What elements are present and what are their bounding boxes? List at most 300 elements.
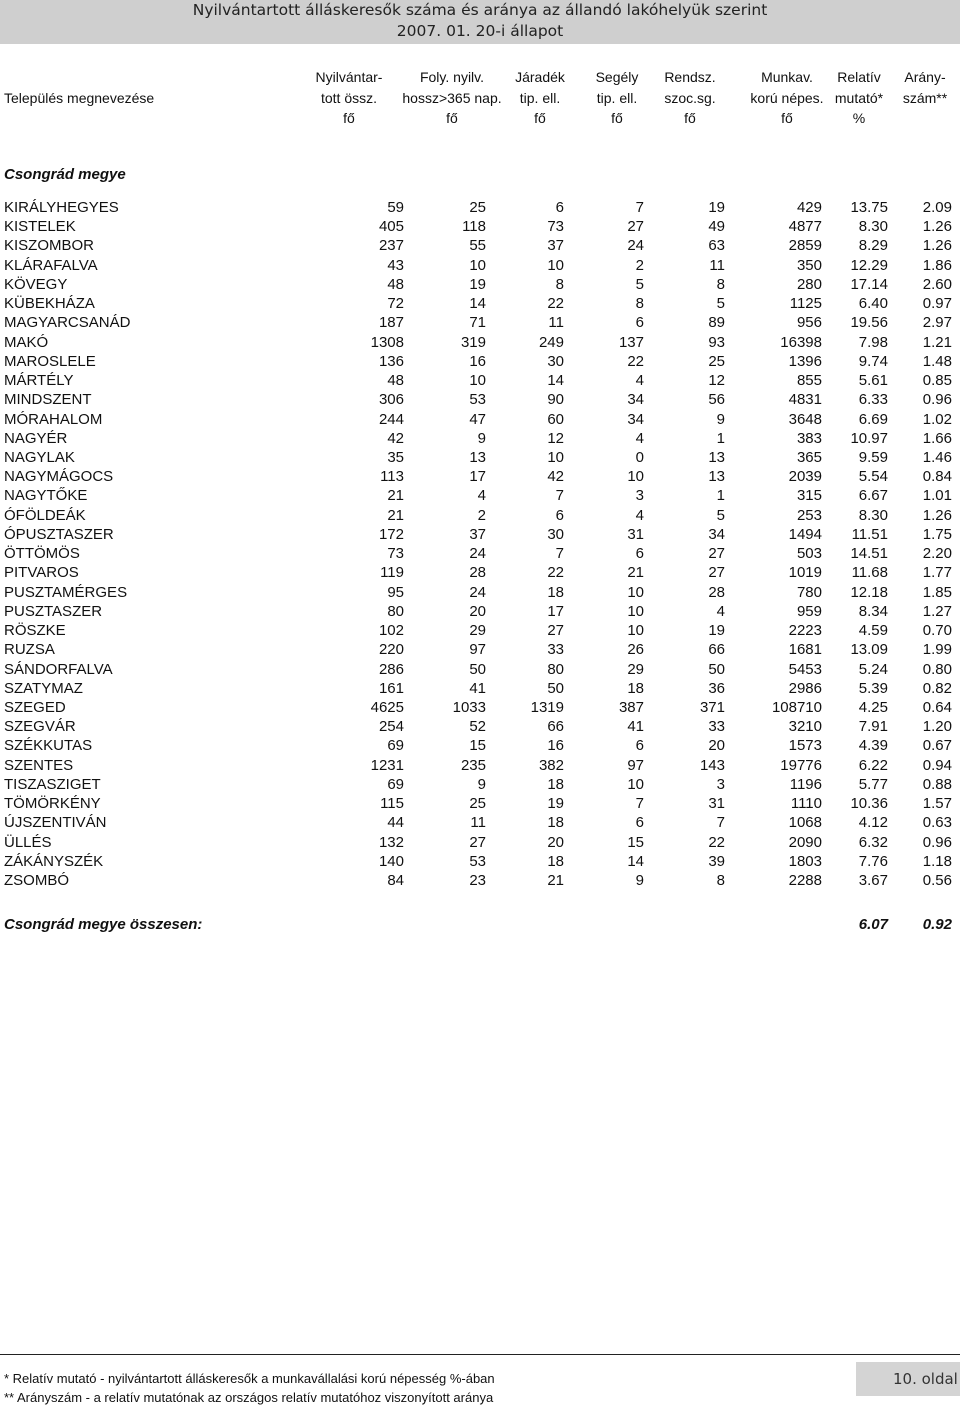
cell-benefit: 17 (547, 602, 564, 620)
cell-ratio: 0.64 (922, 698, 952, 716)
cell-relative: 7.76 (858, 852, 888, 870)
cell-relative: 7.98 (858, 333, 888, 351)
table-row (0, 833, 960, 852)
cell-aid: 34 (627, 410, 644, 428)
cell-aid: 26 (627, 641, 644, 659)
cell-long-term: 24 (469, 545, 486, 563)
cell-aid: 22 (627, 352, 644, 370)
cell-working-age: 2986 (788, 679, 822, 697)
cell-working-age: 108710 (771, 698, 822, 716)
cell-ratio: 1.66 (922, 429, 952, 447)
header-col-4-l3: fő (611, 110, 623, 126)
cell-relative: 13.09 (850, 641, 888, 659)
cell-settlement: TÖMÖRKÉNY (4, 795, 101, 813)
cell-relative: 17.14 (850, 275, 888, 293)
cell-long-term: 24 (469, 583, 486, 601)
cell-benefit: 18 (547, 852, 564, 870)
header-col-6-l2: korú népes. (750, 89, 824, 106)
cell-aid: 24 (627, 237, 644, 255)
cell-long-term: 1033 (452, 698, 486, 716)
cell-relative: 8.29 (858, 237, 888, 255)
cell-relative: 9.74 (858, 352, 888, 370)
cell-long-term: 28 (469, 564, 486, 582)
cell-aid: 6 (635, 545, 644, 563)
cell-working-age: 1573 (788, 737, 822, 755)
cell-benefit: 80 (547, 660, 564, 678)
cell-benefit: 66 (547, 718, 564, 736)
cell-social: 28 (708, 583, 725, 601)
cell-relative: 4.12 (858, 814, 888, 832)
cell-aid: 6 (635, 314, 644, 332)
cell-ratio: 0.56 (922, 872, 952, 890)
cell-benefit: 12 (547, 429, 564, 447)
cell-relative: 12.29 (850, 256, 888, 274)
cell-registered-total: 102 (378, 622, 404, 640)
cell-working-age: 350 (796, 256, 822, 274)
cell-benefit: 6 (555, 199, 564, 216)
cell-long-term: 50 (469, 660, 486, 678)
cell-registered-total: 220 (378, 641, 404, 659)
cell-benefit: 16 (547, 737, 564, 755)
header-col-8-l3 (865, 108, 960, 129)
cell-long-term: 118 (462, 218, 486, 236)
cell-working-age: 503 (796, 545, 822, 563)
cell-ratio: 0.63 (922, 814, 952, 832)
cell-registered-total: 73 (387, 545, 404, 563)
cell-social: 33 (708, 718, 725, 736)
cell-ratio: 1.21 (922, 333, 952, 351)
cell-registered-total: 187 (378, 314, 404, 332)
cell-ratio: 1.85 (922, 583, 952, 601)
header-col-1-l2: tott össz. (320, 89, 378, 106)
cell-long-term: 27 (469, 833, 486, 851)
cell-social: 5 (716, 295, 725, 313)
cell-relative: 6.32 (858, 833, 888, 851)
cell-aid: 10 (627, 602, 644, 620)
cell-social: 31 (708, 795, 725, 813)
cell-aid: 10 (627, 622, 644, 640)
header-col-1-l1: Nyilvántar- (315, 69, 383, 85)
cell-settlement: ZÁKÁNYSZÉK (4, 852, 104, 870)
cell-settlement: NAGYLAK (4, 448, 75, 466)
cell-registered-total: 132 (378, 833, 404, 851)
cell-aid: 2 (635, 256, 644, 274)
table-row (0, 448, 960, 467)
cell-registered-total: 172 (378, 525, 404, 543)
table-row (0, 717, 960, 736)
cell-social: 20 (708, 737, 725, 755)
cell-social: 66 (708, 641, 725, 659)
cell-registered-total: 1231 (370, 756, 404, 774)
table-row (0, 198, 960, 217)
cell-ratio: 2.60 (922, 275, 952, 293)
cell-long-term: 4 (477, 487, 486, 505)
cell-aid: 41 (627, 718, 644, 736)
table-row (0, 660, 960, 679)
cell-ratio: 0.85 (922, 372, 952, 390)
cell-registered-total: 254 (378, 718, 404, 736)
cell-working-age: 1396 (788, 352, 822, 370)
header-col-4-l1: Segély (595, 69, 639, 85)
cell-settlement: KLÁRAFALVA (4, 256, 98, 274)
cell-registered-total: 1308 (370, 333, 404, 351)
cell-social: 22 (708, 833, 725, 851)
cell-long-term: 319 (460, 333, 486, 351)
cell-settlement: KIRÁLYHEGYES (4, 199, 119, 216)
cell-registered-total: 43 (387, 256, 404, 274)
cell-aid: 6 (635, 814, 644, 832)
cell-settlement: KISTELEK (4, 218, 76, 236)
table-row (0, 852, 960, 871)
footnote-relative: * Relatív mutató - nyilvántartott álláskeresők a munkavállalási korú népesség %-ában (4, 1371, 495, 1386)
cell-relative: 3.67 (858, 872, 888, 890)
cell-relative: 9.59 (858, 448, 888, 466)
cell-benefit: 11 (548, 314, 564, 332)
cell-settlement: NAGYMÁGOCS (4, 468, 114, 486)
cell-registered-total: 286 (378, 660, 404, 678)
cell-ratio: 1.75 (922, 525, 952, 543)
cell-relative: 4.59 (858, 622, 888, 640)
cell-working-age: 1110 (790, 795, 822, 813)
cell-relative: 8.30 (858, 218, 888, 236)
cell-settlement: PITVAROS (4, 564, 79, 582)
cell-long-term: 29 (469, 622, 486, 640)
cell-benefit: 20 (547, 833, 564, 851)
cell-relative: 6.40 (858, 295, 888, 313)
cell-benefit: 27 (547, 622, 564, 640)
cell-benefit: 33 (547, 641, 564, 659)
header-col-8-l2: szám** (902, 89, 948, 106)
cell-social: 19 (708, 622, 725, 640)
table-row (0, 736, 960, 755)
cell-aid: 7 (635, 199, 644, 216)
cell-ratio: 1.26 (922, 506, 952, 524)
table-row (0, 525, 960, 544)
cell-settlement: SZATYMAZ (4, 679, 83, 697)
cell-settlement: ÓPUSZTASZER (4, 525, 114, 543)
cell-benefit: 7 (555, 487, 564, 505)
cell-working-age: 315 (796, 487, 822, 505)
cell-settlement: TISZASZIGET (4, 775, 101, 793)
table-row (0, 775, 960, 794)
cell-working-age: 1125 (789, 295, 822, 313)
cell-settlement: MINDSZENT (4, 391, 92, 409)
cell-social: 4 (716, 602, 725, 620)
cell-settlement: MAGYARCSANÁD (4, 314, 131, 332)
cell-ratio: 0.97 (922, 295, 952, 313)
cell-working-age: 429 (796, 199, 822, 216)
cell-settlement: NAGYTŐKE (4, 487, 88, 505)
header-col-3-l3: fő (534, 110, 546, 126)
cell-benefit: 14 (547, 372, 564, 390)
cell-registered-total: 4625 (370, 698, 404, 716)
table-row (0, 410, 960, 429)
table-row (0, 813, 960, 832)
cell-benefit: 50 (547, 679, 564, 697)
cell-registered-total: 69 (387, 737, 404, 755)
cell-benefit: 6 (555, 506, 564, 524)
cell-social: 36 (708, 679, 725, 697)
cell-social: 13 (708, 448, 725, 466)
table-row (0, 256, 960, 275)
cell-benefit: 1319 (530, 698, 564, 716)
table-row (0, 275, 960, 294)
table-row (0, 486, 960, 505)
table-row (0, 871, 960, 890)
cell-settlement: SZENTES (4, 756, 74, 774)
cell-working-age: 3648 (788, 410, 822, 428)
cell-social: 50 (708, 660, 725, 678)
cell-ratio: 1.18 (922, 852, 952, 870)
table-row (0, 352, 960, 371)
cell-social: 39 (708, 852, 725, 870)
cell-relative: 13.75 (850, 199, 888, 216)
cell-settlement: PUSZTASZER (4, 602, 103, 620)
cell-relative: 6.69 (858, 410, 888, 428)
cell-long-term: 25 (469, 795, 486, 813)
cell-social: 19 (708, 199, 725, 216)
cell-working-age: 253 (796, 506, 822, 524)
cell-registered-total: 35 (387, 448, 404, 466)
cell-ratio: 0.82 (922, 679, 952, 697)
table-row (0, 217, 960, 236)
table-row (0, 679, 960, 698)
cell-ratio: 1.48 (922, 352, 952, 370)
cell-social: 11 (709, 256, 725, 274)
cell-social: 1 (716, 487, 725, 505)
cell-social: 5 (716, 506, 725, 524)
cell-working-age: 2288 (788, 872, 822, 890)
header-settlement: Település megnevezése (4, 90, 155, 106)
total-label: Csongrád megye összesen: (4, 916, 203, 933)
cell-ratio: 0.96 (922, 833, 952, 851)
cell-social: 3 (716, 775, 725, 793)
cell-settlement: ÚJSZENTIVÁN (4, 814, 107, 832)
cell-relative: 10.36 (850, 795, 888, 813)
header-col-5-l1: Rendsz. (664, 69, 716, 85)
cell-working-age: 2223 (788, 622, 822, 640)
cell-working-age: 365 (796, 448, 822, 466)
cell-benefit: 8 (555, 275, 564, 293)
cell-settlement: ZSOMBÓ (4, 872, 70, 890)
cell-registered-total: 237 (378, 237, 404, 255)
cell-settlement: MAKÓ (4, 333, 49, 351)
cell-relative: 5.61 (858, 372, 888, 390)
cell-benefit: 249 (538, 333, 564, 351)
cell-long-term: 13 (469, 448, 486, 466)
table-row (0, 698, 960, 717)
cell-benefit: 60 (547, 410, 564, 428)
total-row (0, 915, 960, 935)
cell-working-age: 1681 (788, 641, 822, 659)
cell-settlement: ÜLLÉS (4, 833, 52, 851)
header-col-5-l2: szoc.sg. (664, 89, 716, 106)
cell-settlement: KÖVEGY (4, 275, 68, 293)
cell-working-age: 2039 (788, 468, 822, 486)
cell-benefit: 30 (547, 352, 564, 370)
cell-ratio: 2.97 (922, 314, 952, 332)
total-relative: 6.07 (858, 916, 888, 933)
cell-ratio: 2.09 (922, 199, 952, 216)
cell-long-term: 14 (469, 295, 486, 313)
total-ratio: 0.92 (922, 916, 952, 933)
cell-aid: 9 (635, 872, 644, 890)
cell-ratio: 0.96 (922, 391, 952, 409)
cell-working-age: 4877 (788, 218, 822, 236)
cell-working-age: 780 (796, 583, 822, 601)
cell-ratio: 0.88 (922, 775, 952, 793)
table-row (0, 756, 960, 775)
table-row (0, 640, 960, 659)
cell-registered-total: 95 (387, 583, 404, 601)
cell-aid: 31 (627, 525, 644, 543)
table-row (0, 583, 960, 602)
cell-long-term: 9 (477, 775, 486, 793)
report-date: 2007. 01. 20-i állapot (396, 22, 564, 40)
cell-registered-total: 115 (380, 795, 404, 813)
cell-social: 12 (708, 372, 725, 390)
cell-relative: 5.54 (858, 468, 888, 486)
cell-aid: 4 (635, 506, 644, 524)
table-row (0, 506, 960, 525)
cell-long-term: 71 (469, 314, 486, 332)
cell-working-age: 5453 (788, 660, 822, 678)
cell-settlement: KISZOMBOR (4, 237, 95, 255)
header-col-5-l3: fő (684, 110, 696, 126)
cell-long-term: 97 (469, 641, 486, 659)
cell-relative: 11.51 (851, 525, 888, 543)
cell-benefit: 21 (547, 872, 564, 890)
cell-relative: 4.39 (858, 737, 888, 755)
cell-long-term: 235 (460, 756, 486, 774)
table-row (0, 429, 960, 448)
header-col-2-l1: Foly. nyilv. (419, 69, 485, 85)
cell-relative: 6.33 (858, 391, 888, 409)
cell-benefit: 18 (547, 814, 564, 832)
cell-benefit: 37 (547, 237, 564, 255)
cell-settlement: MAROSLELE (4, 352, 96, 370)
cell-long-term: 53 (469, 391, 486, 409)
cell-benefit: 7 (555, 545, 564, 563)
cell-relative: 7.91 (858, 718, 888, 736)
cell-social: 93 (708, 333, 725, 351)
header-col-7-l1: Relatív (837, 69, 881, 85)
cell-aid: 387 (618, 698, 644, 716)
cell-aid: 97 (627, 756, 644, 774)
cell-aid: 10 (627, 583, 644, 601)
cell-social: 371 (699, 698, 725, 716)
cell-settlement: PUSZTAMÉRGES (4, 583, 128, 601)
cell-long-term: 37 (469, 525, 486, 543)
cell-ratio: 1.20 (922, 718, 952, 736)
header-col-3-l1: Járadék (515, 69, 565, 85)
cell-working-age: 3210 (788, 718, 822, 736)
cell-aid: 15 (627, 833, 644, 851)
cell-aid: 4 (635, 372, 644, 390)
cell-long-term: 20 (469, 602, 486, 620)
cell-settlement: ÖTTÖMÖS (4, 545, 80, 563)
cell-long-term: 53 (469, 852, 486, 870)
header-col-1 (289, 67, 409, 129)
cell-ratio: 1.46 (922, 448, 952, 466)
cell-settlement: MÓRAHALOM (4, 410, 103, 428)
cell-long-term: 55 (469, 237, 486, 255)
cell-social: 13 (708, 468, 725, 486)
cell-long-term: 19 (469, 275, 486, 293)
cell-benefit: 42 (547, 468, 564, 486)
table-row (0, 294, 960, 313)
header-col-6-l3: fő (781, 110, 793, 126)
cell-aid: 3 (635, 487, 644, 505)
cell-social: 8 (716, 275, 725, 293)
table-row (0, 467, 960, 486)
cell-working-age: 16398 (780, 333, 822, 351)
cell-benefit: 30 (547, 525, 564, 543)
cell-benefit: 382 (538, 756, 564, 774)
cell-working-age: 1803 (788, 852, 822, 870)
header-col-3-l2: tip. ell. (519, 89, 561, 106)
cell-social: 25 (708, 352, 725, 370)
cell-working-age: 959 (796, 602, 822, 620)
header-col-6-l1: Munkav. (761, 69, 813, 85)
cell-long-term: 23 (469, 872, 486, 890)
cell-working-age: 855 (796, 372, 822, 390)
cell-working-age: 956 (796, 314, 822, 332)
cell-working-age: 280 (796, 275, 822, 293)
cell-settlement: SZÉKKUTAS (4, 737, 93, 755)
cell-ratio: 0.70 (922, 622, 952, 640)
header-col-7-l2: mutató* (834, 89, 884, 106)
cell-long-term: 11 (470, 814, 486, 832)
cell-registered-total: 244 (378, 410, 404, 428)
cell-relative: 5.24 (858, 660, 888, 678)
cell-benefit: 73 (547, 218, 564, 236)
cell-long-term: 15 (469, 737, 486, 755)
cell-aid: 34 (627, 391, 644, 409)
cell-registered-total: 44 (387, 814, 404, 832)
cell-ratio: 2.20 (922, 545, 952, 563)
cell-settlement: ÓFÖLDEÁK (4, 506, 86, 524)
footnote-ratio: ** Arányszám - a relatív mutatónak az országos relatív mutatóhoz viszonyított aránya (4, 1390, 494, 1405)
cell-working-age: 1494 (788, 525, 822, 543)
cell-relative: 6.67 (858, 487, 888, 505)
cell-benefit: 10 (547, 448, 564, 466)
cell-working-age: 4831 (788, 391, 822, 409)
table-row (0, 390, 960, 409)
cell-long-term: 2 (477, 506, 486, 524)
cell-registered-total: 21 (387, 506, 404, 524)
cell-aid: 7 (635, 795, 644, 813)
cell-social: 34 (708, 525, 725, 543)
cell-social: 9 (716, 410, 725, 428)
cell-long-term: 41 (469, 679, 486, 697)
table-row (0, 794, 960, 813)
cell-social: 56 (708, 391, 725, 409)
table-row (0, 621, 960, 640)
cell-relative: 5.39 (858, 679, 888, 697)
cell-settlement: MÁRTÉLY (4, 372, 74, 390)
cell-working-age: 1068 (788, 814, 822, 832)
cell-relative: 8.30 (858, 506, 888, 524)
table-row (0, 371, 960, 390)
cell-ratio: 1.99 (922, 641, 952, 659)
cell-relative: 11.68 (851, 564, 888, 582)
cell-aid: 6 (635, 737, 644, 755)
cell-aid: 10 (627, 468, 644, 486)
cell-benefit: 22 (547, 564, 564, 582)
cell-long-term: 9 (477, 429, 486, 447)
cell-aid: 5 (635, 275, 644, 293)
